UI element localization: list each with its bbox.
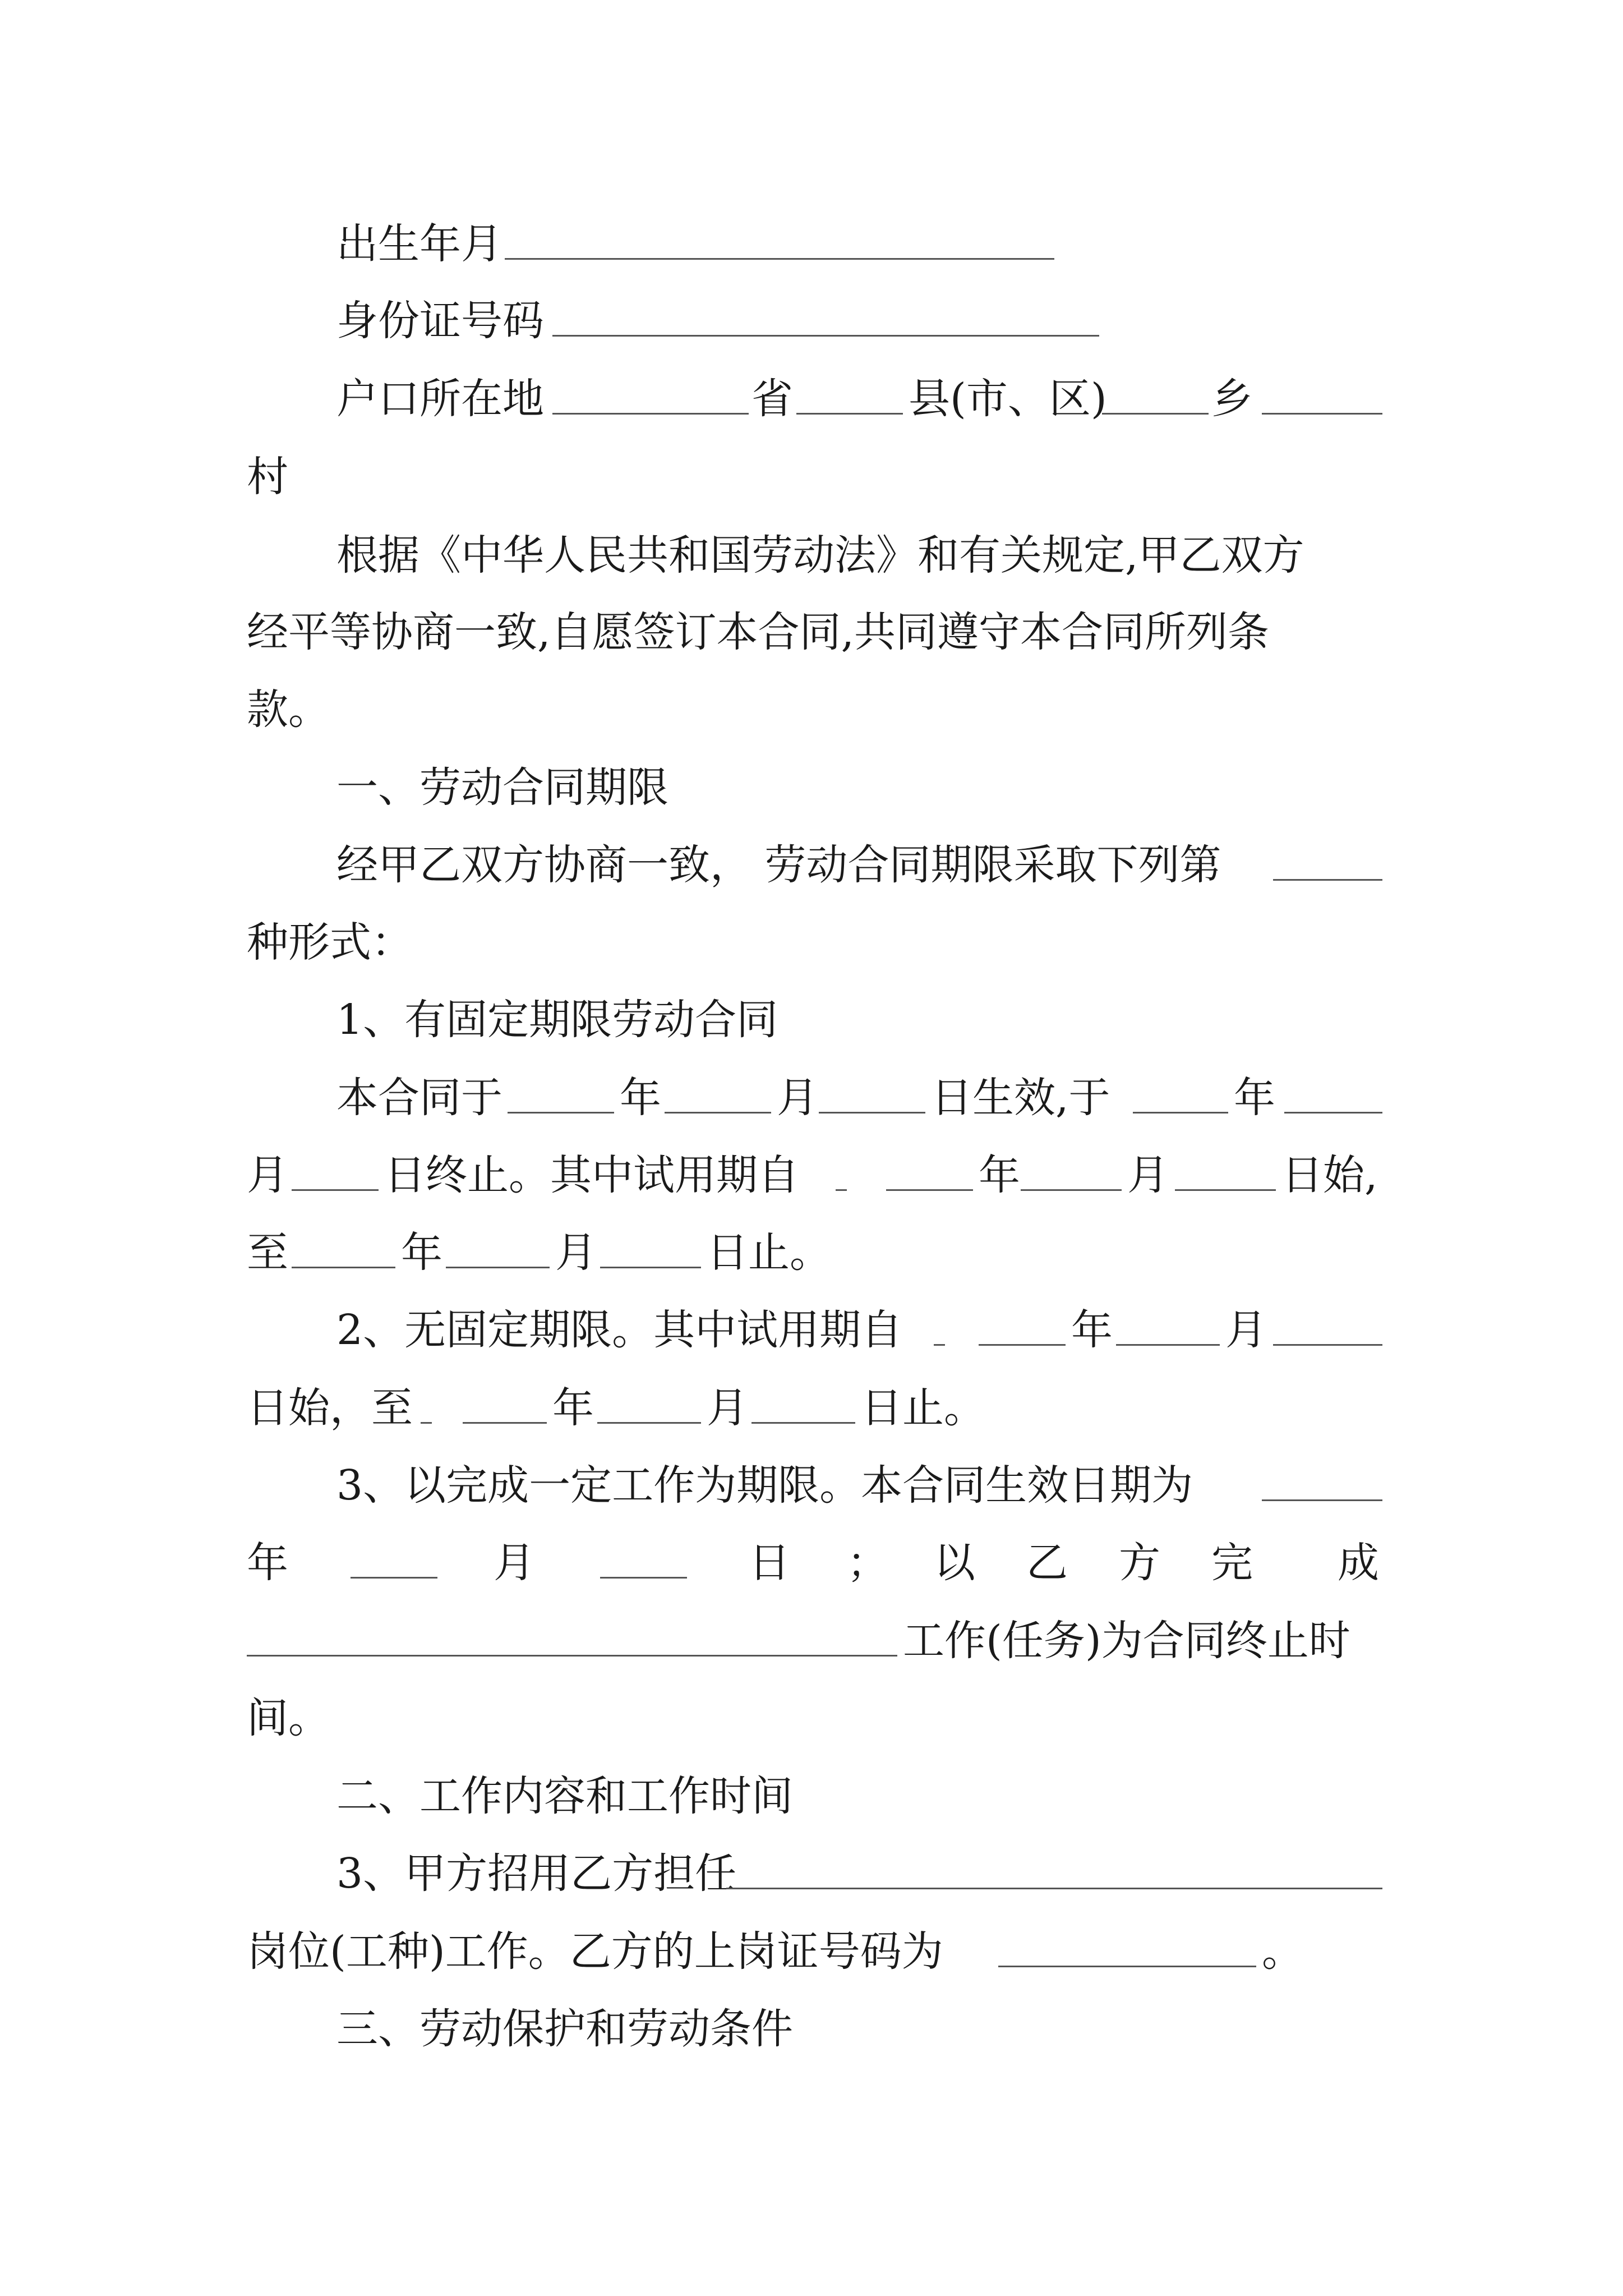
idcard-blank (552, 335, 1099, 337)
task-text-4: 间。 (247, 1694, 330, 1742)
nofixed-l2-blank-0b (463, 1422, 547, 1424)
form-line-1 (0, 834, 1623, 896)
fixed-l2-text-4: 日始, (1281, 1151, 1378, 1199)
hukou-line (0, 368, 1623, 430)
section-3-heading (0, 1998, 1623, 2060)
task-text-3: 工作(任务)为合同终止时 (903, 1617, 1350, 1665)
section-1-heading (0, 757, 1623, 818)
intro-text-3: 款。 (247, 685, 330, 734)
nofixed-l2-blank-1 (597, 1422, 701, 1424)
task-l2-text-4: 以 (934, 1539, 975, 1587)
job-text-1: 3、甲方招用乙方担任 (336, 1849, 737, 1898)
task-l2-text-6: 方 (1119, 1539, 1160, 1587)
task-l2-text-1: 月 (494, 1539, 535, 1587)
fixed-l2-text-3: 月 (1127, 1151, 1169, 1199)
cun-label: 村 (247, 453, 288, 501)
fixed-l3-text-2: 月 (555, 1228, 597, 1277)
fixed-l3-text-1: 年 (401, 1228, 442, 1277)
intro-text-1: 根据《中华人民共和国劳动法》和有关规定,甲乙双方 (336, 531, 1304, 579)
task-l2-text-5: 乙 (1026, 1539, 1068, 1587)
fixed-l1-text-4: 年 (1234, 1074, 1275, 1122)
intro-text-2: 经平等协商一致,自愿签订本合同,共同遵守本合同所列条 (247, 608, 1270, 656)
form-type-blank (1273, 879, 1382, 881)
task-text-1: 3、以完成一定工作为期限。本合同生效日期为 (336, 1461, 1193, 1510)
nofixed-l1-text-1: 年 (1071, 1306, 1113, 1354)
nofixed-l2-text-1: 年 (552, 1384, 594, 1432)
fixed-l2-blank-3 (1175, 1189, 1276, 1191)
fixed-l2-blank-2 (1021, 1189, 1122, 1191)
nofixed-line-1 (0, 1299, 1623, 1361)
birth-line (0, 213, 1623, 275)
fixed-l1-blank-0 (508, 1112, 614, 1114)
idcard-label: 身份证号码 (336, 297, 544, 345)
section-2-title: 二、工作内容和工作时间 (336, 1772, 793, 1820)
fixed-l2-blank-0 (292, 1189, 379, 1191)
form-line-2 (0, 912, 1623, 973)
fixed-l2-text-0: 月 (247, 1151, 288, 1199)
section-3-title: 三、劳动保护和劳动条件 (336, 2005, 793, 2053)
nofixed-l2-text-3: 日止。 (861, 1384, 985, 1432)
item-1-line (0, 989, 1623, 1051)
fixed-l2-blank-1a (836, 1189, 847, 1191)
nofixed-l1-blank-2 (1273, 1344, 1382, 1346)
fixed-l2-text-1: 日终止。其中试用期自 (384, 1151, 799, 1199)
form-text-1: 经甲乙双方协商一致， 劳动合同期限采取下列第 (336, 841, 1221, 889)
fixed-l1-text-2: 月 (777, 1074, 818, 1122)
fixed-l1-text-3: 日生效,于 (931, 1074, 1110, 1122)
nofixed-l1-blank-0a (934, 1344, 945, 1346)
nofixed-l2-text-2: 月 (707, 1384, 748, 1432)
nofixed-line-2 (0, 1377, 1623, 1439)
task-l2-blank-1 (600, 1577, 687, 1579)
fixed-l1-text-1: 年 (620, 1074, 661, 1122)
idcard-line (0, 290, 1623, 352)
intro-line-1 (0, 524, 1623, 586)
job-cert-blank (998, 1966, 1256, 1967)
intro-line-3 (0, 679, 1623, 740)
fixed-l1-text-0: 本合同于 (336, 1074, 502, 1122)
hukou-county-blank (796, 413, 903, 415)
fixed-l1-blank-2 (819, 1112, 925, 1114)
hukou-town-label: 乡 (1211, 375, 1253, 423)
nofixed-l1-blank-0b (979, 1344, 1066, 1346)
task-line-4 (0, 1687, 1623, 1749)
birth-blank (505, 258, 1054, 260)
task-line-1 (0, 1455, 1623, 1516)
task-line-2 (0, 1532, 1623, 1594)
nofixed-l1-text-0: 2、无固定期限。其中试用期自 (336, 1306, 903, 1354)
task-l3-blank (247, 1655, 897, 1657)
task-l2-text-7: 完 (1211, 1539, 1253, 1587)
form-text-2: 种形式： (247, 918, 413, 967)
fixed-l1-blank-3 (1133, 1112, 1228, 1114)
task-l2-blank-0 (351, 1577, 437, 1579)
fixed-l3-text-3: 日止。 (707, 1228, 831, 1277)
nofixed-l2-blank-0a (421, 1422, 432, 1424)
fixed-line-1 (0, 1067, 1623, 1129)
hukou-province-label: 省 (751, 375, 793, 423)
fixed-line-3 (0, 1222, 1623, 1283)
task-line-3 (0, 1610, 1623, 1672)
task-l1-blank (1262, 1499, 1382, 1501)
task-l2-text-2: 日 (749, 1539, 790, 1587)
birth-label: 出生年月 (336, 220, 502, 268)
fixed-l2-blank-1b (886, 1189, 973, 1191)
fixed-l3-blank-2 (600, 1267, 701, 1268)
job-position-blank (726, 1888, 1382, 1889)
hukou-label: 户口所在地 (336, 375, 544, 423)
hukou-town-blank (1102, 413, 1209, 415)
nofixed-l1-blank-1 (1116, 1344, 1220, 1346)
fixed-l1-blank-4 (1284, 1112, 1382, 1114)
fixed-l3-blank-0 (292, 1267, 395, 1268)
job-line-2 (0, 1921, 1623, 1982)
hukou-county-label: 县(市、区) (909, 375, 1107, 423)
intro-line-2 (0, 601, 1623, 663)
task-l2-text-8: 成 (1338, 1539, 1379, 1587)
nofixed-l2-blank-2 (751, 1422, 855, 1424)
fixed-l2-text-2: 年 (979, 1151, 1020, 1199)
hukou-province-blank (552, 413, 749, 415)
item-1-title: 1、有固定期限劳动合同 (336, 996, 778, 1044)
task-l2-text-3: ； (847, 1539, 888, 1587)
cun-line (0, 446, 1623, 508)
hukou-village-blank (1262, 413, 1382, 415)
fixed-l3-blank-1 (446, 1267, 550, 1268)
section-1-title: 一、劳动合同期限 (336, 763, 668, 812)
nofixed-l1-text-2: 月 (1225, 1306, 1267, 1354)
section-2-heading (0, 1765, 1623, 1827)
job-text-2: 岗位(工种)工作。乙方的上岗证号码为 (247, 1927, 943, 1976)
job-line-1 (0, 1843, 1623, 1904)
fixed-l1-blank-1 (665, 1112, 771, 1114)
fixed-line-2 (0, 1144, 1623, 1206)
task-l2-text-0: 年 (247, 1539, 288, 1587)
fixed-l3-text-0: 至 (247, 1228, 288, 1277)
job-text-2-end: 。 (1262, 1927, 1303, 1976)
nofixed-l2-text-0: 日始，至 (247, 1384, 413, 1432)
